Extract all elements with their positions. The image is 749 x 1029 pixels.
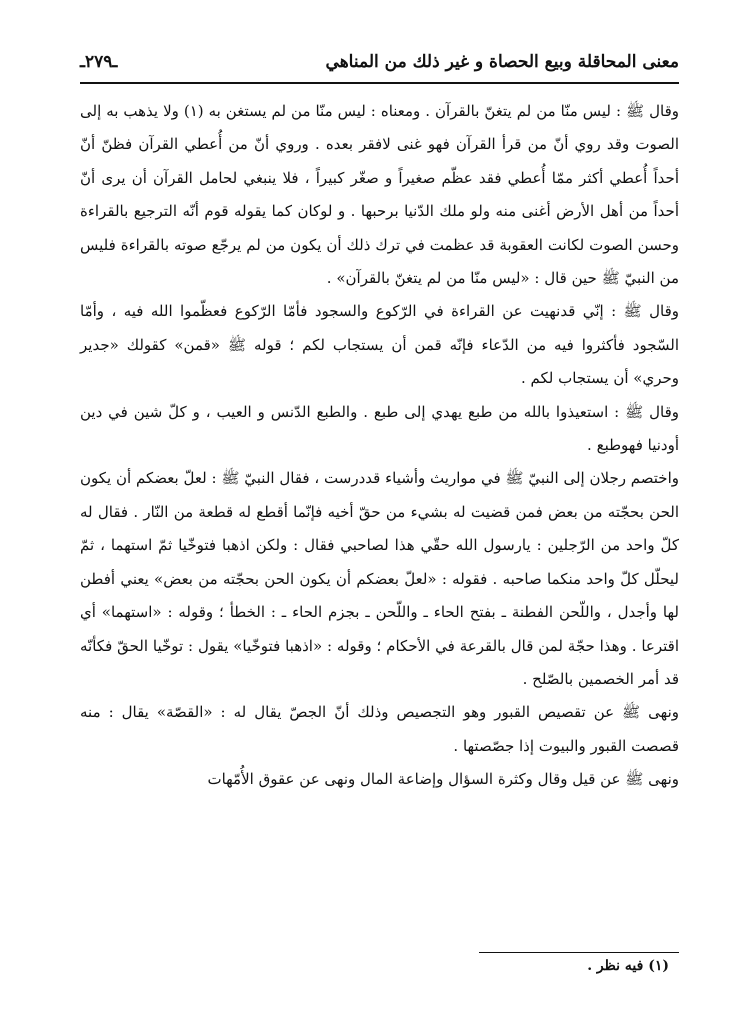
paragraph: وقال ﷺ : إنّي قدنهيت عن القراءة في الرّكوع والسجود فأمّا الرّكوع فعظّموا الله فيه ، وأمّا السّجود فأكثروا فيه من الدّعاء فإنّه قمن أن يستجاب لكم ؛ قوله ﷺ «قمن» كقولك «جدير وحري» أن يستجاب لكم . — [80, 302, 679, 388]
paragraph: ونهى ﷺ عن قيل وقال وكثرة السؤال وإضاعة المال ونهى عن عقوق الأُمّهات — [207, 770, 679, 789]
paragraph: واختصم رجلان إلى النبيّ ﷺ في مواريث وأشياء قددرست ، فقال النبيّ ﷺ : لعلّ بعضكم أن يكون الحن بحجّته من بعض فمن قضيت له بشيء من حقّ أخيه فإنّما أقطع له قطعة من النّار . فقال له كلّ واحد من الرّجلين : يارسول الله حقّي هذا لصاحبي فقال : ولكن اذهبا فتوخّيا ثمّ استهما ، ثمّ ليحلّل كلّ واحد منكما صاحبه . فقوله : «لعلّ بعضكم أن يكون الحن بحجّته من بعض» يعني أفطن لها وأجدل ، واللّحن الفطنة ـ بفتح الحاء ـ واللّحن ـ بجزم الحاء ـ : الخطأ ؛ وقوله : «استهما» أي اقترعا . وهذا حجّة لمن قال بالقرعة في الأحكام ؛ وقوله : «اذهبا فتوخّيا» يقول : توخّيا الحقّ فكأنّه قد أمر الخصمين بالصّلح . — [80, 469, 679, 688]
header-title: معنى المحاقلة وبيع الحصاة و غير ذلك من المناهي — [325, 52, 679, 72]
paragraph: ونهى ﷺ عن تقصيص القبور وهو التجصيص وذلك أنّ الجصّ يقال له : «القصّة» يقال : منه قصصت القبور والبيوت إذا جصّصتها . — [80, 703, 679, 755]
paragraph: وقال ﷺ : ليس منّا من لم يتغنّ بالقرآن . ومعناه : ليس منّا من لم يستغن به (١) ولا يذهب به إلى الصوت وقد روي أنّ من قرأ القرآن فهو غنى لافقر بعده . وروي أنّ من أُعطي القرآن فظنّ أنّ أحداً أُعطي أكثر ممّا أُعطي فقد عظّم صغيراً و صغّر كبيراً ، فلا ينبغي لحامل القرآن أن يرى أنّ أحداً من أهل الأرض أغنى منه ولو ملك الدّنيا برحبها . و لوكان كما يقوله قوم أنّه الترجيع بالقراءة وحسن الصوت لكانت العقوبة قد عظمت في ترك ذلك أن يكون من لم يرجّع صوته بالقراءة فليس من النبيّ ﷺ حين قال : «ليس منّا من لم يتغنّ بالقرآن» . — [80, 102, 679, 288]
paragraph: وقال ﷺ : استعيذوا بالله من طبع يهدي إلى طبع . والطبع الدّنس و العيب ، و كلّ شين في دين أودنيا فهوطبع . — [80, 402, 679, 455]
footnote-divider — [479, 952, 679, 953]
page-body — [80, 95, 679, 797]
running-header — [80, 42, 679, 84]
footnote: (١) فيه نظر . — [587, 958, 669, 974]
page-number: ـ٢٧٩ـ — [80, 52, 118, 72]
